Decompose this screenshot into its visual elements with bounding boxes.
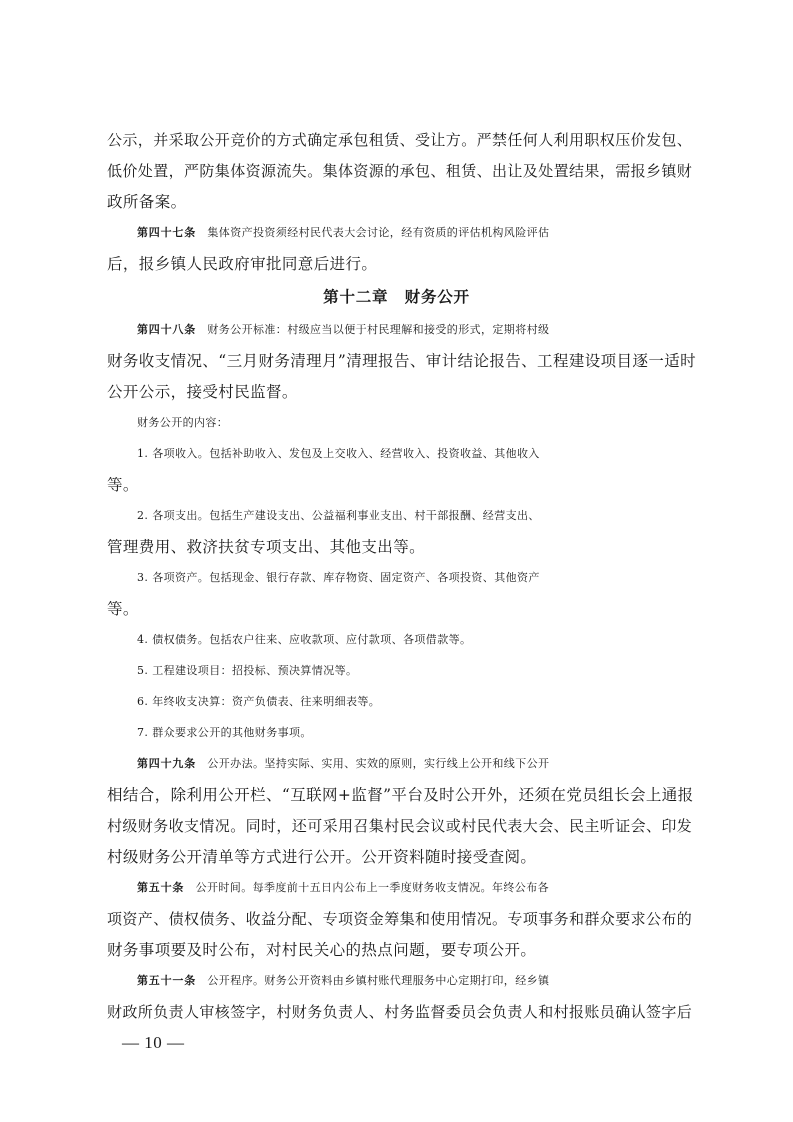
article-label: 第四十七条 [137,226,196,239]
paragraph-line: 公示，并采取公开竞价的方式确定承包租赁、受让方。严禁任何人利用职权压价发包、 [107,131,693,149]
article-label: 第五十条 [137,881,185,894]
paragraph-line: 后，报乡镇人民政府审批同意后进行。 [107,255,378,273]
paragraph-line: 相结合，除利用公开栏、“互联网+监督”平台及时公开外，还须在党员组长会上通报 [107,786,694,804]
list-item-continuation: 管理费用、救济扶贫专项支出、其他支出等。 [107,538,426,556]
list-item: 6. 年终收支决算：资产负债表、往来明细表等。 [137,695,381,708]
article-47: 第四十七条 集体资产投资须经村民代表大会讨论，经有资质的评估机构风险评估 [137,226,550,239]
article-50: 第五十条 公开时间。每季度前十五日内公布上一季度财务收支情况。年终公布各 [137,881,550,894]
article-49: 第四十九条 公开办法。坚持实际、实用、实效的原则，实行线上公开和线下公开 [137,757,550,770]
article-51: 第五十一条 公开程序。财务公开资料由乡镇村账代理服务中心定期打印，经乡镇 [137,974,550,987]
list-item: 5. 工程建设项目：招投标、预决算情况等。 [137,664,358,677]
page-number: — 10 — [122,1033,185,1052]
list-item-continuation: 等。 [107,476,139,494]
paragraph-line: 政所备案。 [107,193,187,211]
paragraph-line: 公开公示，接受村民监督。 [107,383,298,401]
article-label: 第四十八条 [137,323,196,336]
list-item: 4. 债权债务。包括农户往来、应收款项、应付款项、各项借款等。 [137,633,472,646]
list-item: 3. 各项资产。包括现金、银行存款、库存物资、固定资产、各项投资、其他资产 [137,571,540,584]
article-label: 第四十九条 [137,757,196,770]
article-48: 第四十八条 财务公开标准：村级应当以便于村民理解和接受的形式，定期将村级 [137,323,550,336]
paragraph-line: 低价处置，严防集体资源流失。集体资源的承包、租赁、出让及处置结果，需报乡镇财 [107,162,693,180]
chapter-heading: 第十二章 财务公开 [323,288,470,306]
paragraph-line: 财务事项要及时公布，对村民关心的热点问题，要专项公开。 [107,941,537,959]
list-item: 7. 群众要求公开的其他财务事项。 [137,726,312,739]
list-item: 2. 各项支出。包括生产建设支出、公益福利事业支出、村干部报酬、经营支出、 [137,509,540,522]
article-label: 第五十一条 [137,974,196,987]
paragraph-line: 村级财务收支情况。同时，还可采用召集村民会议或村民代表大会、民主听证会、印发 [107,817,693,835]
paragraph-line: 项资产、债权债务、收益分配、专项资金筹集和使用情况。专项事务和群众要求公布的 [107,910,693,928]
paragraph-line: 财务公开的内容： [137,416,229,429]
paragraph-line: 财务收支情况、“三月财务清理月”清理报告、审计结论报告、工程建设项目逐一适时 [107,352,697,370]
paragraph-line: 村级财务公开清单等方式进行公开。公开资料随时接受查阅。 [107,848,537,866]
paragraph-line: 财政所负责人审核签字，村财务负责人、村务监督委员会负责人和村报账员确认签字后 [107,1003,693,1021]
list-item: 1. 各项收入。包括补助收入、发包及上交收入、经营收入、投资收益、其他收入 [137,447,540,460]
list-item-continuation: 等。 [107,600,139,618]
